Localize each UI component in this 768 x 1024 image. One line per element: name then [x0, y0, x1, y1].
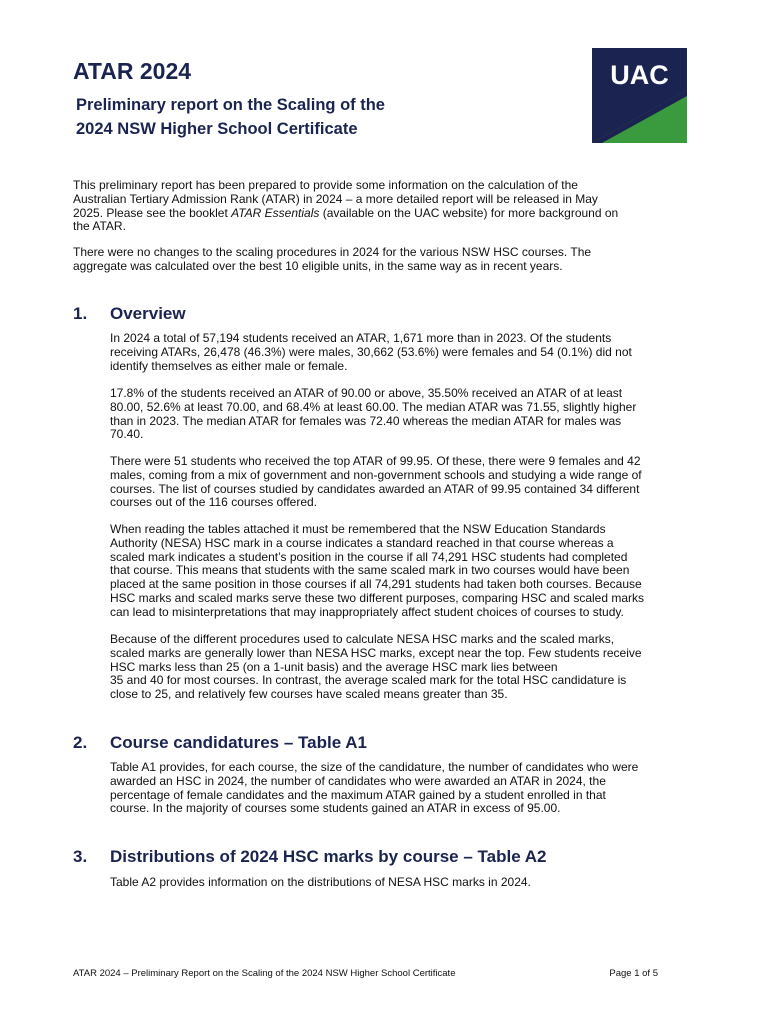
text-line: that course. This means that students with the same scaled mark in two courses would have been: [110, 563, 630, 578]
logo-text: UAC: [610, 60, 669, 90]
text-line: males, coming from a mix of government and non-government schools and studying a wide range of: [110, 467, 642, 482]
text-line: 17.8% of the students received an ATAR of 90.00 or above, 35.50% received an ATAR of at least: [110, 386, 623, 400]
text-line: 80.00, 52.6% at least 70.00, and 68.4% at least 60.00. The median ATAR was 71.55, slightly higher: [110, 399, 637, 414]
text-line: courses out of the 116 courses offered.: [110, 495, 318, 510]
overview-paragraph-2: [110, 387, 636, 442]
text-line: the ATAR.: [73, 219, 126, 234]
page-subtitle: [76, 93, 385, 141]
section-2-heading: [73, 733, 367, 753]
candidatures-paragraph: [110, 761, 638, 816]
text-run: (available on the UAC website) for more background on: [319, 205, 619, 220]
section-number: 1.: [73, 304, 88, 323]
distributions-paragraph: [110, 876, 531, 890]
intro-paragraph-2: [73, 246, 591, 274]
text-line: scaled mark indicates a student’s position in the course if all 74,291 HSC students had completed: [110, 549, 628, 564]
text-line: Table A2 provides information on the distributions of NESA HSC marks in 2024.: [110, 875, 531, 889]
section-title: Distributions of 2024 HSC marks by course – Table A2: [110, 847, 547, 866]
text-line: identify themselves as either male or female.: [110, 358, 348, 373]
text-line: scaled marks are generally lower than NESA HSC marks, except near the top. Few students receive: [110, 645, 642, 660]
text-line: This preliminary report has been prepared to provide some information on the calculation of the: [73, 178, 578, 192]
text-line: When reading the tables attached it must be remembered that the NSW Education Standards: [110, 522, 606, 536]
text-line: than in 2023. The median ATAR for females was 72.40 whereas the median ATAR for males was: [110, 413, 622, 428]
text-line: receiving ATARs, 26,478 (46.3%) were males, 30,662 (53.6%) were females and 54 (0.1%) did not: [110, 344, 632, 359]
text-run: 2025. Please see the booklet: [73, 205, 232, 220]
overview-paragraph-5: [110, 633, 642, 702]
page-title: ATAR 2024: [73, 58, 192, 84]
section-3-heading: [73, 847, 546, 867]
text-line: HSC marks less than 25 (on a 1-unit basis) and the average HSC mark lies between: [110, 659, 558, 674]
subtitle-line: 2024 NSW Higher School Certificate: [76, 120, 358, 138]
text-line: There were 51 students who received the top ATAR of 99.95. Of these, there were 9 females and 42: [110, 454, 641, 468]
text-line: There were no changes to the scaling procedures in 2024 for the various NSW HSC courses. The: [73, 245, 592, 259]
section-number: 3.: [73, 847, 88, 866]
uac-logo: [592, 48, 687, 143]
text-line: [73, 207, 618, 221]
text-line: close to 25, and relatively few courses have scaled means greater than 35.: [110, 687, 508, 702]
text-line: In 2024 a total of 57,194 students received an ATAR, 1,671 more than in 2023. Of the students: [110, 331, 612, 345]
text-line: 70.40.: [110, 427, 144, 442]
text-line: Because of the different procedures used to calculate NESA HSC marks and the scaled marks,: [110, 632, 615, 646]
subtitle-line: Preliminary report on the Scaling of the: [76, 96, 385, 114]
text-line: courses. The list of courses studied by candidates awarded an ATAR of 99.95 contained 34 different: [110, 481, 640, 496]
section-number: 2.: [73, 733, 88, 752]
overview-paragraph-1: [110, 332, 632, 373]
page-number: Page 1 of 5: [609, 968, 658, 979]
intro-paragraph-1: [73, 179, 618, 234]
text-line: Table A1 provides, for each course, the size of the candidature, the number of candidates who were: [110, 760, 639, 774]
booklet-title: ATAR Essentials: [231, 205, 320, 220]
text-line: percentage of female candidates and the maximum ATAR gained by a student enrolled in that: [110, 787, 606, 802]
section-title: Overview: [110, 304, 186, 323]
text-line: course. In the majority of courses some students gained an ATAR in excess of 95.00.: [110, 801, 561, 816]
text-line: HSC marks and scaled marks serve these two different purposes, comparing HSC and scaled marks: [110, 590, 645, 605]
text-line: Authority (NESA) HSC mark in a course indicates a standard reached in that course whereas a: [110, 535, 614, 550]
footer-title: ATAR 2024 – Preliminary Report on the Scaling of the 2024 NSW Higher School Certificate: [73, 968, 456, 979]
text-line: awarded an HSC in 2024, the number of candidates who were awarded an ATAR in 2024, the: [110, 773, 606, 788]
overview-paragraph-4: [110, 523, 644, 620]
section-title: Course candidatures – Table A1: [110, 733, 367, 752]
section-1-heading: [73, 304, 186, 324]
text-line: Australian Tertiary Admission Rank (ATAR) in 2024 – a more detailed report will be released in May: [73, 191, 598, 206]
text-line: 35 and 40 for most courses. In contrast, the average scaled mark for the total HSC candidature is: [110, 673, 627, 688]
overview-paragraph-3: [110, 455, 642, 510]
text-line: placed at the same position in those courses if all 74,291 students had taken both courses. Because: [110, 577, 642, 592]
text-line: can lead to misinterpretations that may inappropriately affect student choices of courses to study.: [110, 604, 624, 619]
text-line: aggregate was calculated over the best 10 eligible units, in the same way as in recent years.: [73, 258, 563, 273]
